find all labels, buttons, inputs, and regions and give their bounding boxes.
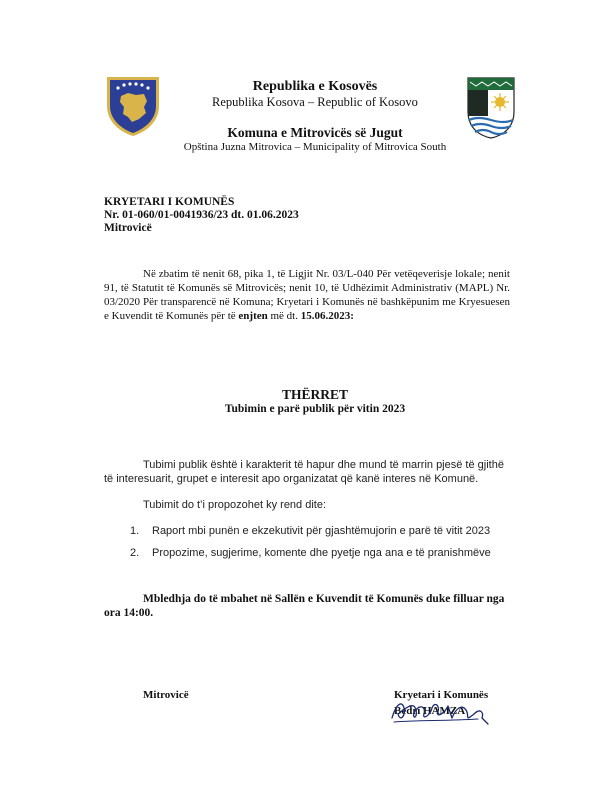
meeting-notice: Mbledhja do të mbahet në Sallën e Kuvendit të Komunës duke filluar nga ora 14:00. <box>104 593 505 619</box>
document-title: THËRRET <box>281 387 349 402</box>
reference-number: Nr. 01-060/01-0041936/23 dt. 01.06.2023 <box>104 209 299 221</box>
header-title: Republika e Kosovës <box>252 79 378 94</box>
agenda-item <box>130 525 490 537</box>
agenda-item-text: Raport mbi punën e ekzekutivit për gjashtëmujorin e parë të vitit 2023 <box>152 525 491 537</box>
reference-place: Mitrovicë <box>104 222 152 234</box>
reference-office: KRYETARI I KOMUNËS <box>104 196 235 208</box>
signatory-role: Kryetari i Komunës <box>394 689 489 701</box>
footer-place: Mitrovicë <box>143 689 189 701</box>
agenda-item-text: Propozime, sugjerime, komente dhe pyetje nga ana e të pranishmëve <box>152 547 491 559</box>
municipality-subtitle: Opština Juzna Mitrovica – Municipality of Mitrovica South <box>183 141 447 153</box>
intro-day: enjten <box>238 310 268 322</box>
agenda-item <box>130 547 491 559</box>
body-paragraph-2: Tubimit do t’i propozohet ky rend dite: <box>143 499 327 511</box>
intro-date: 15.06.2023: <box>300 310 354 322</box>
intro-paragraph <box>104 267 510 323</box>
header-subtitle: Republika Kosova – Republic of Kosovo <box>212 95 418 109</box>
municipality-name: Komuna e Mitrovicës së Jugut <box>227 125 403 140</box>
reference-block <box>104 196 299 235</box>
document-subtitle: Tubimin e parë publik për vitin 2023 <box>224 403 406 415</box>
handwritten-signature <box>386 694 496 728</box>
agenda-item-number: 2. <box>130 547 140 559</box>
intro-text-mid: më dt. <box>267 310 301 322</box>
intro-text-start: Në zbatim të nenit 68, pika 1, të Ligjit Nr. 03/L-040 Për vetëqeverisje lokale; nenit 91, të Statutit të Komunës së Mitrovicës; nenit 10, të Udhëzimit Administrativ (MAPL) Nr. 03/2020 Për transparencë në Komuna; Kryetari i Komunës në bashkëpunim me Kryesuesen e Kuvendit të Komunës për të <box>104 268 510 322</box>
body-paragraph-1: Tubimi publik është i karakterit të hapur dhe mund të marrin pjesë të gjithë të interesuarit, grupet e interesit apo organizatat që kanë interes në Komunë. <box>104 459 504 485</box>
agenda-item-number: 1. <box>130 525 140 537</box>
signatory-name: Bedri HAMZA <box>394 705 466 717</box>
